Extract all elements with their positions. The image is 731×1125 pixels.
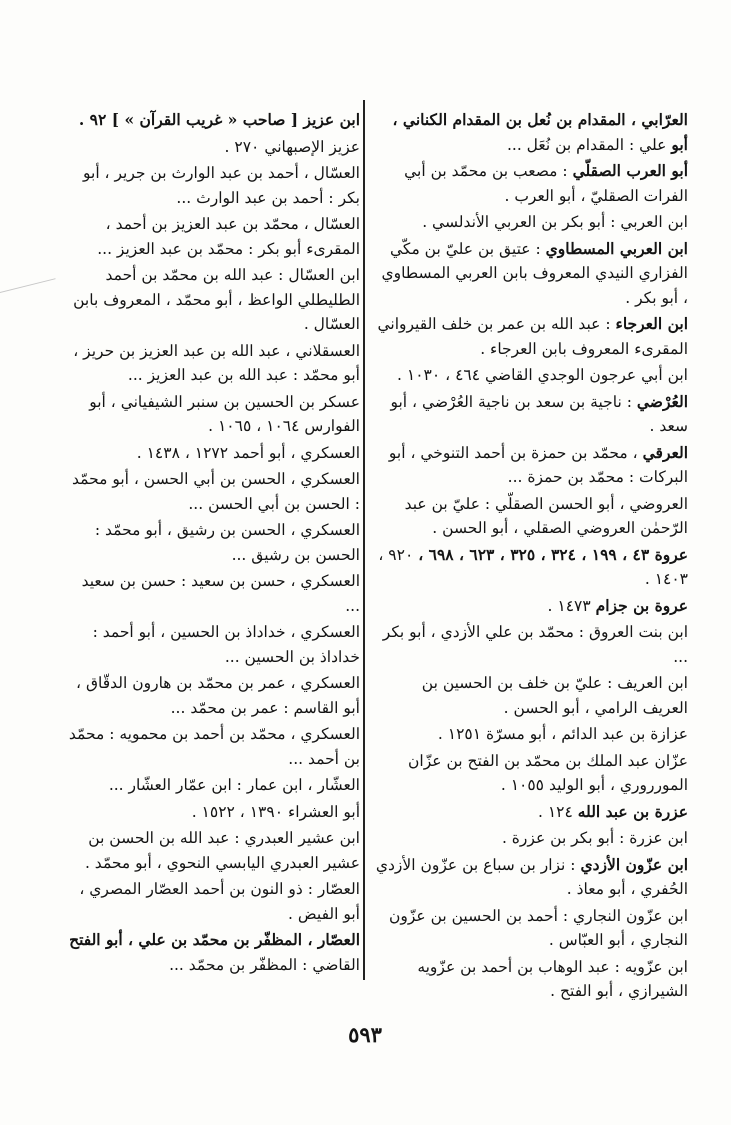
index-entry-text: عزّان عبد الملك بن محمّد بن الفتح بن عزّان المورروري ، أبو الوليد ١٠٥٥ . — [408, 751, 688, 794]
page-number: ٥٩٣ — [348, 1022, 382, 1047]
index-entry-heading: العصّار ، المظفّر بن محمّد بن علي ، أبو الفتح — [69, 930, 360, 949]
index-entry-text: ابن عزّون النجاري : أحمد بن الحسين بن عزّون النجاري ، أبو العبّاس . — [389, 906, 688, 949]
index-entry-text: ٩٢٠ ، ١٤٠٣ . — [378, 545, 688, 588]
index-entry-text: العسكري ، محمّد بن أحمد بن محمويه : محمّد بن أحمد ... — [68, 725, 360, 768]
index-entry-text: ١٤٧٣ . — [547, 596, 591, 615]
index-entry-text: ابن العسّال : عبد الله بن محمّد بن أحمد الطليطلي الواعظ ، أبو محمّد ، المعروف بابن العسّال . — [73, 266, 360, 333]
index-entry-text: ابن أبي عرجون الوجدي القاضي ٤٦٤ ، ١٠٣٠ . — [397, 366, 688, 384]
index-entry — [62, 569, 360, 618]
index-entry-text: : عبد الله بن عمر بن خلف القيرواني المقرىء المعروف بابن العرجاء . — [377, 315, 688, 358]
index-entry — [372, 955, 688, 1004]
index-entry — [62, 135, 360, 160]
index-entry-heading: أبو العرب الصقلّي — [572, 161, 688, 180]
index-entry-heading: عروة ٤٣ ، ١٩٩ ، ٣٢٤ ، ٣٢٥ ، ٦٢٣ ، ٦٩٨ ، — [418, 544, 688, 564]
index-entry-text: ، محمّد بن حمزة بن أحمد التنوخي ، أبو البركات : محمّد بن حمزة ... — [388, 443, 688, 486]
index-entry-text: ابن عزّويه : عبد الوهاب بن أحمد بن عزّويه الشيرازي ، أبو الفتح . — [417, 957, 688, 1000]
index-entry — [62, 467, 360, 516]
index-entry — [372, 390, 688, 439]
index-entry — [372, 237, 688, 311]
index-entry-text: العسكري ، خداداذ بن الحسين ، أبو أحمد : خداداذ بن الحسين ... — [92, 623, 360, 666]
index-entry-text: ابن بنت العروق : محمّد بن علي الأزدي ، أبو بكر ... — [382, 623, 688, 666]
index-entry-text: العسكري ، أبو أحمد ١٢٧٢ ، ١٤٣٨ . — [136, 443, 360, 462]
index-entry-text: العسكري ، حسن بن سعيد : حسن بن سعيد ... — [81, 572, 360, 615]
index-entry — [372, 159, 688, 208]
index-entry — [62, 722, 360, 771]
index-entry — [62, 620, 360, 669]
index-entry — [372, 620, 688, 669]
index-entry — [372, 826, 688, 851]
index-entry — [62, 263, 360, 337]
index-entry — [372, 108, 688, 157]
index-entry — [372, 312, 688, 361]
index-entry — [372, 853, 688, 902]
index-entry-text: عزازة بن عبد الدائم ، أبو مسرّة ١٢٥١ . — [437, 725, 688, 743]
index-entry — [62, 339, 360, 388]
index-entry — [62, 108, 360, 133]
index-entry — [62, 773, 360, 798]
index-entry — [372, 722, 688, 747]
index-entry — [372, 904, 688, 953]
index-entry-text: : نزار بن سباع بن عزّون الأزدي الحُفري ، أبو معاذ . — [375, 855, 688, 898]
index-entry-text: ابن العربي : أبو بكر بن العربي الأندلسي . — [422, 213, 688, 231]
index-entry — [62, 441, 360, 466]
index-entry — [62, 212, 360, 261]
index-column-right — [372, 108, 688, 1006]
index-entry-heading: ابن العربي المسطاوي — [545, 238, 688, 258]
index-entry-text: : عتيق بن عليّ بن مكّي الفزاري النيدي المعروف بابن العربي المسطاوي ، أبو بكر . — [381, 239, 688, 307]
index-entry-text: القاضي : المظفّر بن محمّد ... — [169, 955, 360, 974]
index-entry-text: العصّار : ذو النون بن أحمد العصّار المصري ، أبو الفيض . — [79, 880, 360, 923]
column-divider — [363, 100, 365, 980]
index-entry — [62, 928, 360, 977]
index-entry-text: العسقلاني ، عبد الله بن عبد العزيز بن حريز ، أبو محمّد : عبد الله بن عبد العزيز ... — [73, 341, 360, 384]
index-entry-text: : مصعب بن محمّد بن أبي الفرات الصقليّ ، أبو العرب . — [404, 162, 688, 205]
index-entry-text: العسكري ، عمر بن محمّد بن هارون الدقّاق ، أبو القاسم : عمر بن محمّد ... — [76, 674, 360, 717]
index-entry — [62, 826, 360, 875]
index-entry-text: ١٢٤ . — [537, 802, 573, 821]
index-entry — [62, 390, 360, 439]
index-entry-text: : ناجية بن سعد بن ناجية العُرْضي ، أبو سعد . — [390, 392, 688, 435]
index-entry — [372, 492, 688, 541]
index-entry — [62, 671, 360, 720]
index-entry-heading: عزرة بن عبد الله — [577, 801, 688, 821]
index-entry — [372, 441, 688, 490]
index-entry-text: أبو العشراء ١٣٩٠ ، ١٥٢٢ . — [191, 802, 360, 821]
index-entry-text: العسكري ، الحسن بن رشيق ، أبو محمّد : الحسن بن رشيق ... — [94, 521, 360, 564]
index-entry-heading: ابن عزيز [ صاحب « غريب القرآن » ] ٩٢ . — [78, 110, 360, 129]
index-entry-text: ابن العريف : عليّ بن خلف بن الحسين بن العريف الرامي ، أبو الحسن . — [421, 674, 688, 717]
index-entry-heading: العرّابي ، المقدام بن نُعل بن المقدام الكناني ، أبو — [392, 110, 688, 154]
index-entry-text: العروضي ، أبو الحسن الصقلّي : عليّ بن عبد الرّحمٰن العروضي الصقلي ، أبو الحسن . — [404, 494, 688, 537]
index-entry-text: ابن عزرة : أبو بكر بن عزرة . — [501, 829, 688, 847]
index-entry-text: ابن عشير العبدري : عبد الله بن الحسن بن عشير العبدري اليابسي النحوي ، أبو محمّد . — [84, 829, 360, 872]
index-entry — [372, 749, 688, 798]
index-entry — [372, 543, 688, 592]
index-entry-heading: عروة بن جزام — [595, 595, 688, 615]
index-entry — [62, 161, 360, 210]
scan-artifact-line — [0, 278, 63, 323]
index-entry-text: العسّال ، محمّد بن عبد العزيز بن أحمد ، المقرىء أبو بكر : محمّد بن عبد العزيز ... — [97, 215, 360, 258]
index-entry — [62, 800, 360, 825]
index-entry-text: علي : المقدام بن نُعَل ... — [506, 135, 667, 154]
index-entry-text: العشّار ، ابن عمار : ابن عمّار العشّار ... — [108, 776, 360, 794]
index-entry — [372, 671, 688, 720]
index-entry — [372, 800, 688, 825]
index-entry — [62, 518, 360, 567]
index-entry-text: العسّال ، أحمد بن عبد الوارث بن جرير ، أبو بكر : أحمد بن عبد الوارث ... — [83, 164, 360, 207]
index-entry — [372, 363, 688, 388]
index-column-left — [62, 108, 360, 979]
index-entry-text: العسكري ، الحسن بن أبي الحسن ، أبو محمّد : الحسن بن أبي الحسن ... — [71, 470, 360, 513]
index-entry — [372, 594, 688, 619]
index-entry-text: عسكر بن الحسين بن سنبر الشيفياني ، أبو الفوارس ١٠٦٤ ، ١٠٦٥ . — [89, 392, 360, 435]
index-entry — [372, 210, 688, 235]
index-entry-heading: العُرْضي — [636, 391, 688, 411]
index-entry-heading: ابن عزّون الأزدي — [580, 854, 688, 874]
index-entry-heading: العرقي — [642, 442, 688, 462]
index-entry-heading: ابن العرجاء — [615, 314, 688, 333]
index-entry — [62, 877, 360, 926]
index-entry-text: عزيز الإصبهاني ٢٧٠ . — [224, 137, 360, 156]
